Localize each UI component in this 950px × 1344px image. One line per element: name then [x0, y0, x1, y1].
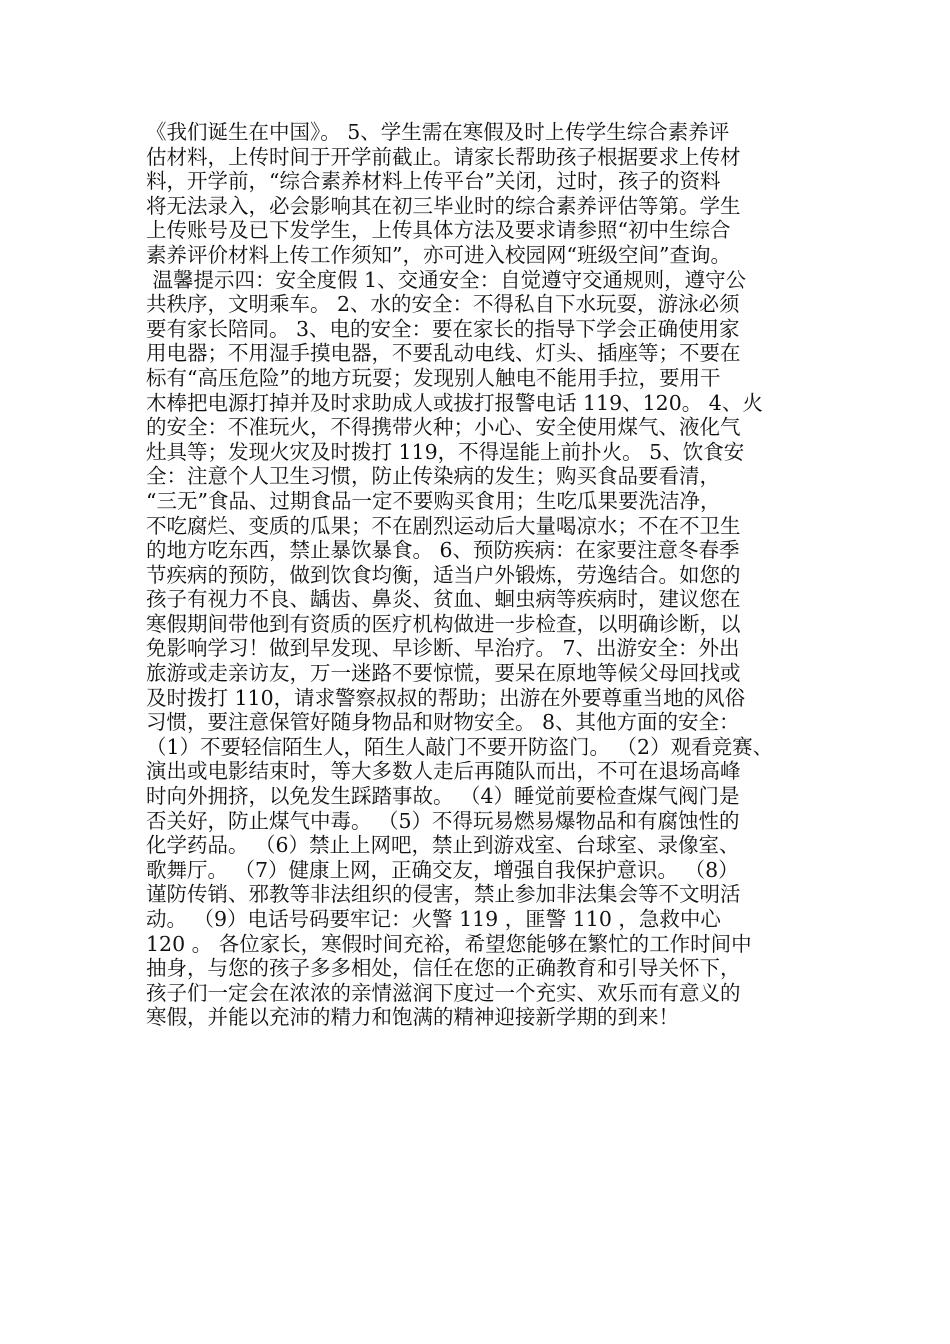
text-line: 时向外拥挤，以免发生踩踏事故。 （4）睡觉前要检查煤气阀门是	[146, 784, 740, 809]
text-line: 全：注意个人卫生习惯，防止传染病的发生；购买食品要看清，	[146, 464, 720, 489]
text-line: 抽身，与您的孩子多多相处，信任在您的正确教育和引导关怀下，	[146, 956, 741, 981]
text-line: 用电器；不用湿手摸电器，不要乱动电线、灯头、插座等；不要在	[146, 341, 741, 366]
text-line: 共秩序，文明乘车。 2、水的安全：不得私自下水玩耍，游泳必须	[146, 292, 740, 317]
text-line: 寒假期间带他到有资质的医疗机构做进一步检查，以明确诊断，以	[146, 611, 741, 636]
text-line: 旅游或走亲访友，万一迷路不要惊慌，要呆在原地等候父母回找或	[146, 661, 741, 686]
text-line: 谨防传销、邪教等非法组织的侵害，禁止参加非法集会等不文明活	[146, 882, 741, 907]
text-line: “三无”食品、过期食品一定不要购买食用；生吃瓜果要洗洁净，	[146, 488, 721, 513]
text-line: 节疾病的预防，做到饮食均衡，适当户外锻炼，劳逸结合。如您的	[146, 562, 741, 587]
text-line: 料，开学前，“综合素养材料上传平台”关闭，过时，孩子的资料	[146, 169, 721, 194]
text-line: 免影响学习！做到早发现、早诊断、早治疗。 7、出游安全：外出	[146, 636, 740, 661]
text-line: 标有“高压危险”的地方玩耍；发现别人触电不能用手拉，要用干	[146, 365, 721, 390]
text-line: 木棒把电源打掉并及时求助成人或拔打报警电话 119、120。 4、火	[146, 390, 763, 415]
text-line: 孩子有视力不良、龋齿、鼻炎、贫血、蛔虫病等疾病时，建议您在	[146, 587, 741, 612]
text-line: 否关好，防止煤气中毒。 （5）不得玩易燃易爆物品和有腐蚀性的	[146, 808, 740, 833]
text-line: 的地方吃东西，禁止暴饮暴食。 6、预防疾病：在家要注意冬春季	[146, 538, 740, 563]
text-line: 习惯，要注意保管好随身物品和财物安全。 8、其他方面的安全：	[146, 710, 740, 735]
text-line: 演出或电影结束时，等大多数人走后再随队而出，不可在退场高峰	[146, 759, 741, 784]
text-line: 歌舞厅。 （7）健康上网，正确交友，增强自我保护意识。 （8）	[146, 857, 739, 882]
text-line: （1）不要轻信陌生人，陌生人敲门不要开防盗门。 （2）观看竞赛、	[146, 734, 774, 759]
text-line: 温馨提示四：安全度假 1、交通安全：自觉遵守交通规则，遵守公	[146, 267, 747, 292]
text-line: 及时拨打 110，请求警察叔叔的帮助；出游在外要尊重当地的风俗	[146, 685, 746, 710]
text-line: 的安全：不准玩火，不得携带火种；小心、安全使用煤气、液化气	[146, 415, 741, 440]
text-line: 灶具等；发现火灾及时拨打 119，不得逞能上前扑火。 5、饮食安	[146, 439, 745, 464]
text-line: 动。 （9）电话号码要牢记：火警 119 ，匪警 110 ，急救中心	[146, 907, 721, 931]
text-line: 估材料，上传时间于开学前截止。请家长帮助孩子根据要求上传材	[146, 144, 741, 169]
text-line: 要有家长陪同。 3、电的安全：要在家长的指导下学会正确使用家	[146, 316, 740, 341]
text-line: 上传账号及已下发学生，上传具体方法及要求请参照“初中生综合	[146, 218, 731, 243]
text-line: 化学药品。 （6）禁止上网吧，禁止到游戏室、台球室、录像室、	[146, 833, 740, 858]
text-line: 寒假，并能以充沛的精力和饱满的精神迎接新学期的到来！	[146, 1005, 679, 1030]
document-body-text	[146, 120, 846, 1030]
text-line: 孩子们一定会在浓浓的亲情滋润下度过一个充实、欢乐而有意义的	[146, 980, 741, 1005]
text-line: 素养评价材料上传工作须知”，亦可进入校园网“班级空间”查询。	[146, 242, 731, 267]
text-line: 120 。 各位家长，寒假时间充裕，希望您能够在繁忙的工作时间中	[146, 931, 752, 956]
text-line: 将无法录入，必会影响其在初三毕业时的综合素养评估等第。学生	[146, 193, 741, 218]
text-line: 《我们诞生在中国》。 5、学生需在寒假及时上传学生综合素养评	[146, 120, 730, 144]
text-line: 不吃腐烂、变质的瓜果；不在剧烈运动后大量喝凉水；不在不卫生	[146, 513, 741, 538]
